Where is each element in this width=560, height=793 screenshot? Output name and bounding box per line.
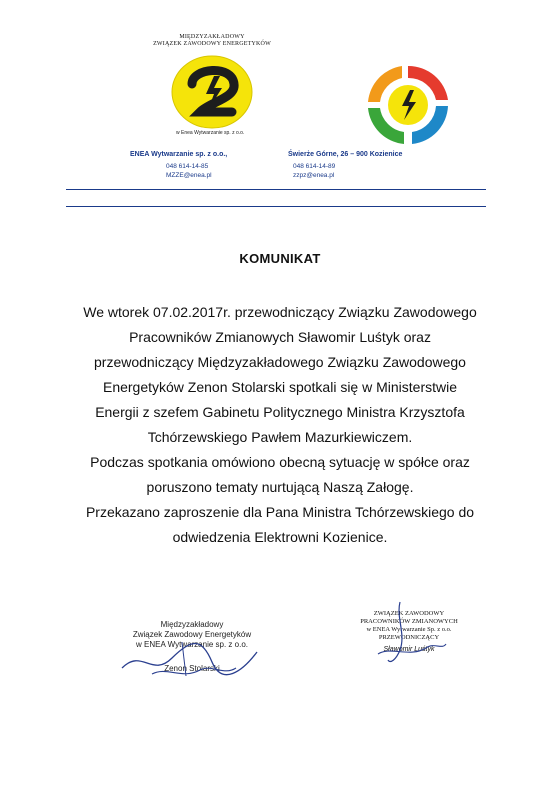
logo-caption: w Enea Wytwarzanie sp. z o.o. — [176, 130, 245, 136]
signature-left-stamp — [112, 620, 272, 674]
body-line: Podczas spotkania omówiono obecną sytuację w spółce oraz — [90, 454, 470, 470]
right-email: zzpz@enea.pl — [293, 172, 335, 179]
stamp-line: Związek Zawodowy Energetyków — [132, 630, 252, 639]
stamp-line: PRZEWODNICZĄCY — [378, 634, 440, 641]
signatory-name: Sławomir Luśtyk — [383, 646, 435, 653]
body-line: Energetyków Zenon Stolarski spotkali się w Ministerstwie — [102, 379, 458, 395]
left-email: MZZE@enea.pl — [166, 172, 212, 179]
stamp-line: PRACOWNIKÓW ZMIANOWYCH — [360, 618, 458, 625]
signatory-name: Zenon Stolarski — [164, 664, 220, 673]
company-name: ENEA Wytwarzanie sp. z o.o., — [130, 151, 228, 158]
left-phone: 048 614-14-85 — [166, 163, 209, 170]
stamp-line: ZWIĄZEK ZAWODOWY — [373, 610, 445, 617]
stamp-line: Międzyzakładowy — [160, 620, 224, 629]
signature-right-stamp — [344, 610, 474, 654]
stamp-line: w ENEA Wytwarzanie sp. z o.o. — [136, 640, 248, 649]
stamp-line: w ENEA Wytwarzanie Sp. z o.o. — [366, 626, 452, 633]
left-contact — [166, 162, 212, 180]
header-divider-bottom — [66, 206, 486, 207]
right-contact — [293, 162, 335, 180]
body-line: poruszono tematy nurtującą Naszą Załogę. — [146, 479, 414, 495]
body-line: Tchórzewskiego Pawłem Mazurkiewiczem. — [147, 429, 413, 445]
header-divider-top — [66, 189, 486, 190]
company-location: Świerże Górne, 26 – 900 Kozienice — [288, 151, 403, 158]
recycle-lightning-logo-icon — [360, 60, 456, 150]
document-title: KOMUNIKAT — [239, 251, 321, 266]
union-name-line1: MIĘDZYZAKŁADOWY — [179, 34, 245, 40]
union-name-line2: ZWIĄZEK ZAWODOWY ENERGETYKÓW — [153, 41, 271, 47]
mzze-logo-icon — [170, 54, 254, 130]
body-line: Pracowników Zmianowych Sławomir Luśtyk oraz — [129, 329, 431, 345]
body-line: odwiedzenia Elektrowni Kozienice. — [172, 529, 388, 545]
body-line: We wtorek 07.02.2017r. przewodniczący Związku Zawodowego — [83, 304, 477, 320]
document-body — [50, 300, 510, 550]
body-line: przewodniczący Międzyzakładowego Związku Zawodowego — [94, 354, 466, 370]
right-phone: 048 614-14-89 — [293, 163, 336, 170]
body-line: Przekazano zaproszenie dla Pana Ministra Tchórzewskiego do — [85, 504, 475, 520]
union-name-header — [132, 34, 292, 48]
body-line: Energii z szefem Gabinetu Politycznego Ministra Krzysztofa — [95, 404, 465, 420]
